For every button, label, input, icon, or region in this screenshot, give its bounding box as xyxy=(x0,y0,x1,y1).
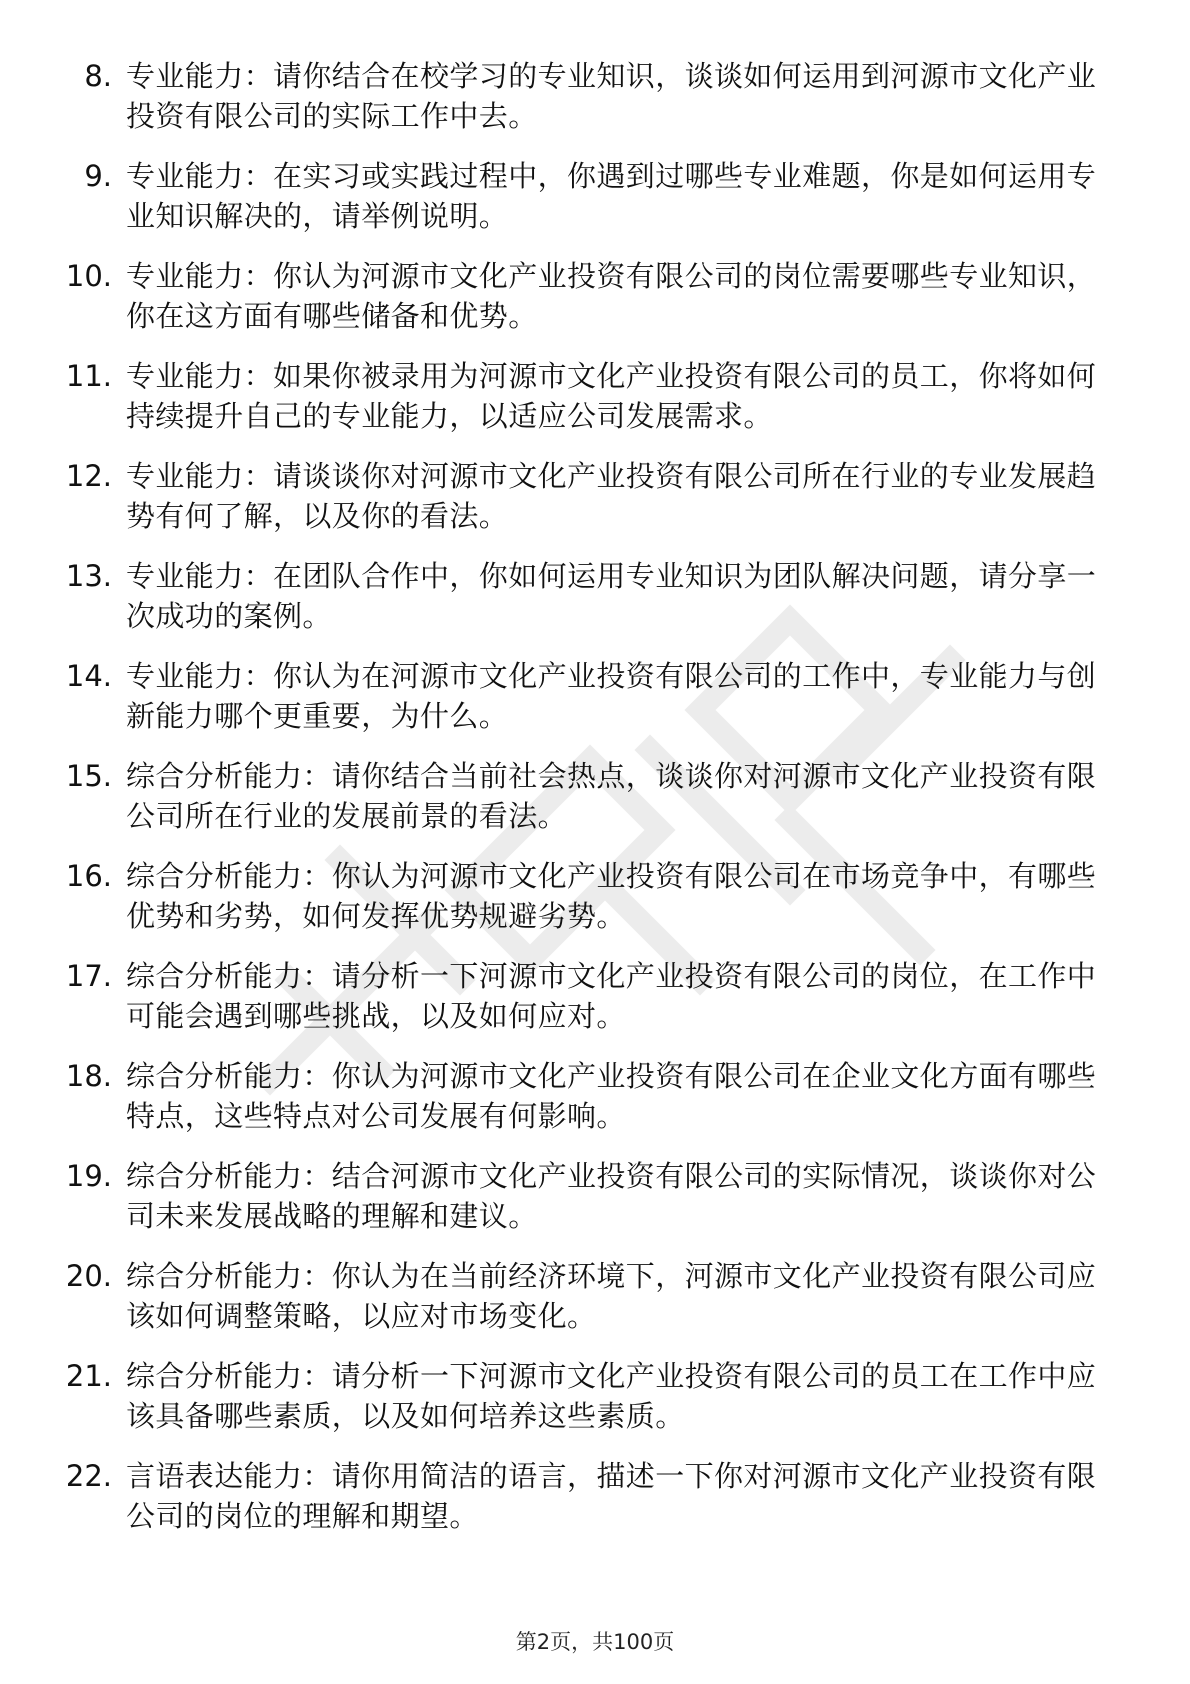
question-number: 15. xyxy=(65,759,112,793)
question-text: 专业能力：在团队合作中，你如何运用专业知识为团队解决问题，请分享一次成功的案例。 xyxy=(126,559,1097,633)
question-text: 综合分析能力：请你结合当前社会热点，谈谈你对河源市文化产业投资有限公司所在行业的发展前景的看法。 xyxy=(126,759,1097,833)
question-number: 9. xyxy=(84,159,112,193)
page-footer xyxy=(0,1626,1190,1656)
list-item xyxy=(40,356,1120,436)
question-number: 14. xyxy=(65,659,112,693)
question-number: 11. xyxy=(65,359,112,393)
question-text: 专业能力：如果你被录用为河源市文化产业投资有限公司的员工，你将如何持续提升自己的专业能力，以适应公司发展需求。 xyxy=(126,359,1097,433)
list-item xyxy=(40,456,1120,536)
question-number: 18. xyxy=(65,1059,112,1093)
page-number-label: 第2页，共100页 xyxy=(515,1630,675,1654)
list-item xyxy=(40,756,1120,836)
question-number: 13. xyxy=(65,559,112,593)
list-item xyxy=(40,1156,1120,1236)
question-text: 专业能力：请谈谈你对河源市文化产业投资有限公司所在行业的专业发展趋势有何了解，以及你的看法。 xyxy=(126,459,1097,533)
question-number: 17. xyxy=(65,959,112,993)
question-text: 综合分析能力：你认为河源市文化产业投资有限公司在市场竞争中，有哪些优势和劣势，如何发挥优势规避劣势。 xyxy=(126,859,1097,933)
question-text: 言语表达能力：请你用简洁的语言，描述一下你对河源市文化产业投资有限公司的岗位的理解和期望。 xyxy=(126,1459,1097,1533)
question-text: 综合分析能力：结合河源市文化产业投资有限公司的实际情况，谈谈你对公司未来发展战略的理解和建议。 xyxy=(126,1159,1097,1233)
question-text: 专业能力：你认为河源市文化产业投资有限公司的岗位需要哪些专业知识，你在这方面有哪些储备和优势。 xyxy=(126,259,1097,333)
question-number: 21. xyxy=(65,1359,112,1393)
list-item xyxy=(40,1356,1120,1436)
question-list xyxy=(40,56,1120,1556)
question-number: 8. xyxy=(84,59,112,93)
list-item xyxy=(40,156,1120,236)
question-text: 专业能力：请你结合在校学习的专业知识，谈谈如何运用到河源市文化产业投资有限公司的实际工作中去。 xyxy=(126,59,1097,133)
question-number: 10. xyxy=(65,259,112,293)
list-item xyxy=(40,1256,1120,1336)
list-item xyxy=(40,856,1120,936)
list-item xyxy=(40,256,1120,336)
list-item xyxy=(40,56,1120,136)
list-item xyxy=(40,1456,1120,1536)
question-number: 22. xyxy=(65,1459,112,1493)
question-text: 综合分析能力：请分析一下河源市文化产业投资有限公司的员工在工作中应该具备哪些素质，以及如何培养这些素质。 xyxy=(126,1359,1097,1433)
question-number: 12. xyxy=(65,459,112,493)
list-item xyxy=(40,556,1120,636)
list-item xyxy=(40,956,1120,1036)
question-number: 19. xyxy=(65,1159,112,1193)
question-text: 专业能力：你认为在河源市文化产业投资有限公司的工作中，专业能力与创新能力哪个更重要，为什么。 xyxy=(126,659,1097,733)
question-number: 16. xyxy=(65,859,112,893)
question-text: 综合分析能力：请分析一下河源市文化产业投资有限公司的岗位，在工作中可能会遇到哪些挑战，以及如何应对。 xyxy=(126,959,1097,1033)
question-text: 专业能力：在实习或实践过程中，你遇到过哪些专业难题，你是如何运用专业知识解决的，请举例说明。 xyxy=(126,159,1097,233)
list-item xyxy=(40,656,1120,736)
question-text: 综合分析能力：你认为在当前经济环境下，河源市文化产业投资有限公司应该如何调整策略，以应对市场变化。 xyxy=(126,1259,1097,1333)
list-item xyxy=(40,1056,1120,1136)
question-text: 综合分析能力：你认为河源市文化产业投资有限公司在企业文化方面有哪些特点，这些特点对公司发展有何影响。 xyxy=(126,1059,1097,1133)
question-number: 20. xyxy=(65,1259,112,1293)
